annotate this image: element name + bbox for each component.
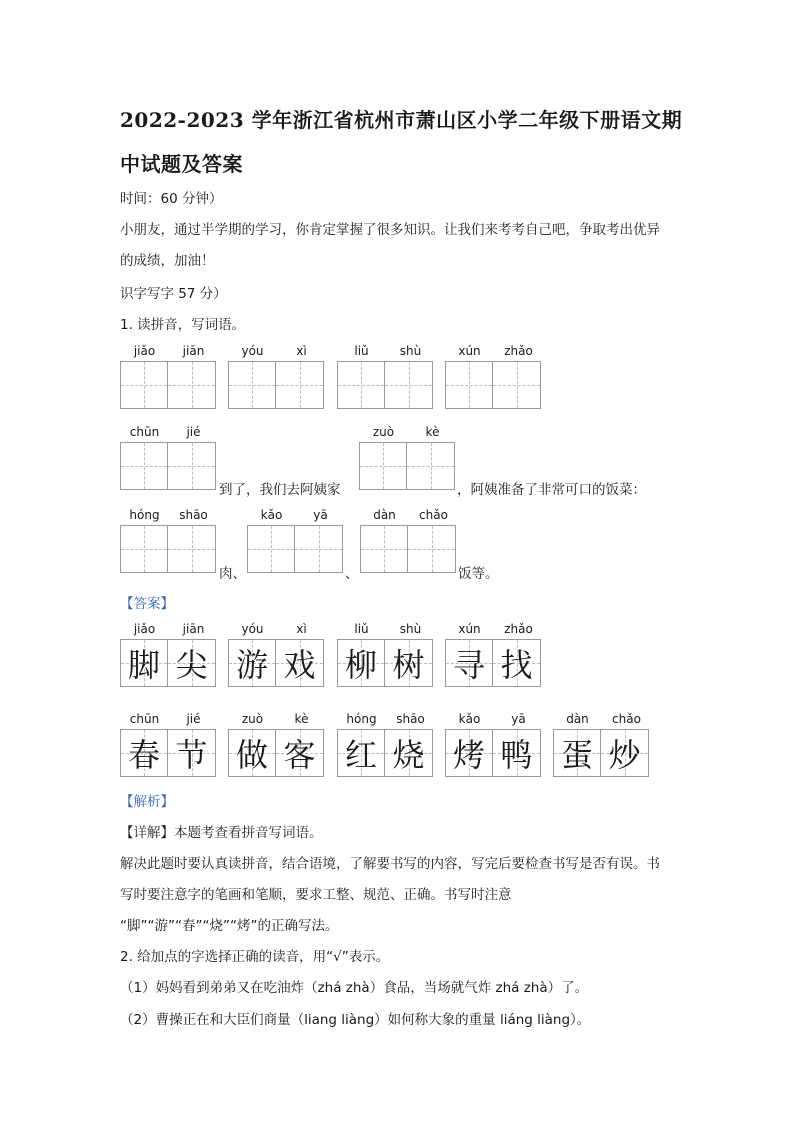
q1-text: ，阿姨准备了非常可口的饭菜： [457, 482, 646, 498]
q1-word-1 [120, 344, 218, 409]
section-title: 识字写字 57 分） [120, 286, 227, 302]
pinyin: jié [186, 425, 201, 439]
answer-cell [228, 729, 276, 777]
pinyin: xì [296, 622, 307, 636]
answer-char: 节 [175, 736, 208, 774]
doc-title-line1: 2022-2023 学年浙江省杭州市萧山区小学二年级下册语文期 [120, 108, 683, 132]
writing-cell[interactable] [120, 525, 168, 573]
writing-cell[interactable] [337, 361, 385, 409]
q1-word-7 [120, 508, 218, 573]
writing-cell[interactable] [120, 442, 168, 490]
answer-cell [337, 729, 385, 777]
doc-title-line2: 中试题及答案 [120, 152, 243, 176]
writing-cell[interactable] [276, 361, 324, 409]
q1-text: 到了，我们去阿姨家 [219, 482, 341, 498]
answer-word [445, 622, 543, 687]
pinyin: kǎo [458, 712, 481, 726]
explanation-line3: “脚”“游”“春”“烧”“烤”的正确写法。 [120, 918, 339, 934]
writing-cell[interactable] [385, 361, 433, 409]
pinyin: shù [399, 344, 422, 358]
pinyin: jiān [182, 344, 205, 358]
answer-word [120, 622, 218, 687]
pinyin: yóu [241, 622, 264, 636]
question-2-item-1: （1）妈妈看到弟弟又在吃油炸（zhá zhà）食品，当场就气炸 zhá zhà）了。 [120, 980, 589, 996]
answer-char: 春 [127, 736, 160, 774]
writing-cell[interactable] [359, 442, 407, 490]
answer-cell [120, 639, 168, 687]
pinyin: chūn [129, 425, 160, 439]
answer-char: 鸭 [500, 736, 533, 774]
pinyin: chǎo [419, 508, 448, 522]
pinyin: kè [425, 425, 440, 439]
answer-cell [445, 729, 493, 777]
writing-cell[interactable] [228, 361, 276, 409]
answer-char: 蛋 [560, 736, 593, 774]
writing-cell[interactable] [407, 442, 455, 490]
pinyin: xì [296, 344, 307, 358]
answer-cell [385, 639, 433, 687]
answer-char: 炒 [608, 736, 641, 774]
analysis-label: 【解析】 [120, 794, 174, 810]
explanation-line2: 写时要注意字的笔画和笔顺，要求工整、规范、正确。书写时注意 [120, 887, 512, 903]
q1-text: 饭等。 [458, 566, 499, 582]
intro-line2: 的成绩，加油！ [120, 253, 215, 269]
pinyin: jiǎo [133, 622, 156, 636]
answer-cell [168, 729, 216, 777]
writing-cell[interactable] [493, 361, 541, 409]
answer-char: 烤 [452, 736, 485, 774]
q1-word-8 [247, 508, 345, 573]
pinyin: shāo [179, 508, 208, 522]
answer-char: 找 [500, 646, 533, 684]
pinyin: xún [458, 344, 481, 358]
pinyin: jiǎo [133, 344, 156, 358]
pinyin: yóu [241, 344, 264, 358]
answer-cell [445, 639, 493, 687]
answer-word [228, 622, 326, 687]
pinyin: dàn [373, 508, 396, 522]
pinyin: zhǎo [504, 344, 533, 358]
answer-cell [228, 639, 276, 687]
writing-cell[interactable] [247, 525, 295, 573]
pinyin: liǔ [354, 344, 369, 358]
detail-line: 【详解】本题考查看拼音写词语。 [120, 825, 323, 841]
q1-text: 、 [345, 566, 359, 582]
question-1: 1. 读拼音，写词语。 [120, 317, 246, 333]
pinyin: liǔ [354, 622, 369, 636]
pinyin: dàn [566, 712, 589, 726]
answer-char: 树 [392, 646, 425, 684]
q1-text: 肉、 [219, 566, 246, 582]
writing-cell[interactable] [408, 525, 456, 573]
answer-word [228, 712, 326, 777]
pinyin: hóng [129, 508, 160, 522]
pinyin: kè [294, 712, 309, 726]
answer-label: 【答案】 [120, 596, 174, 612]
answer-cell [337, 639, 385, 687]
answer-char: 寻 [452, 646, 485, 684]
answer-cell [276, 639, 324, 687]
answer-word [337, 622, 435, 687]
pinyin: yā [313, 508, 328, 522]
answer-char: 游 [235, 646, 268, 684]
answer-char: 烧 [392, 736, 425, 774]
answer-char: 客 [283, 736, 316, 774]
q1-word-5 [120, 425, 218, 490]
answer-cell [493, 729, 541, 777]
pinyin: chǎo [612, 712, 641, 726]
answer-cell [601, 729, 649, 777]
pinyin: zhǎo [504, 622, 533, 636]
question-2: 2. 给加点的字选择正确的读音，用“√”表示。 [120, 949, 390, 965]
answer-char: 戏 [283, 646, 316, 684]
explanation-line1: 解决此题时要认真读拼音，结合语境，了解要书写的内容，写完后要检查书写是否有误。书 [120, 856, 660, 872]
writing-cell[interactable] [360, 525, 408, 573]
q1-word-6 [359, 425, 457, 490]
answer-char: 柳 [344, 646, 377, 684]
q1-word-9 [360, 508, 458, 573]
q1-word-2 [228, 344, 326, 409]
q1-word-4 [445, 344, 543, 409]
answer-cell [385, 729, 433, 777]
pinyin: xún [458, 622, 481, 636]
pinyin: jiān [182, 622, 205, 636]
answer-char: 做 [235, 736, 268, 774]
pinyin: shù [399, 622, 422, 636]
pinyin: hóng [346, 712, 377, 726]
pinyin: shāo [396, 712, 425, 726]
answer-char: 尖 [175, 646, 208, 684]
intro-line1: 小朋友，通过半学期的学习，你肯定掌握了很多知识。让我们来考考自己吧，争取考出优异 [120, 222, 660, 238]
writing-cell[interactable] [445, 361, 493, 409]
answer-cell [168, 639, 216, 687]
q1-word-3 [337, 344, 435, 409]
pinyin: kǎo [260, 508, 283, 522]
pinyin: jié [186, 712, 201, 726]
pinyin: zuò [372, 425, 395, 439]
writing-cell[interactable] [168, 442, 216, 490]
answer-cell [276, 729, 324, 777]
answer-char: 脚 [127, 646, 160, 684]
answer-cell [120, 729, 168, 777]
answer-word [120, 712, 218, 777]
answer-word [445, 712, 543, 777]
question-2-item-2: （2）曹操正在和大臣们商量（liang liàng）如何称大象的重量 liáng liàng）。 [120, 1012, 591, 1028]
writing-cell[interactable] [120, 361, 168, 409]
answer-char: 红 [344, 736, 377, 774]
writing-cell[interactable] [168, 361, 216, 409]
answer-cell [493, 639, 541, 687]
answer-word [553, 712, 651, 777]
exam-time: 时间：60 分钟） [120, 191, 223, 207]
pinyin: yā [511, 712, 526, 726]
writing-cell[interactable] [168, 525, 216, 573]
answer-word [337, 712, 435, 777]
answer-cell [553, 729, 601, 777]
writing-cell[interactable] [295, 525, 343, 573]
pinyin: chūn [129, 712, 160, 726]
pinyin: zuò [241, 712, 264, 726]
